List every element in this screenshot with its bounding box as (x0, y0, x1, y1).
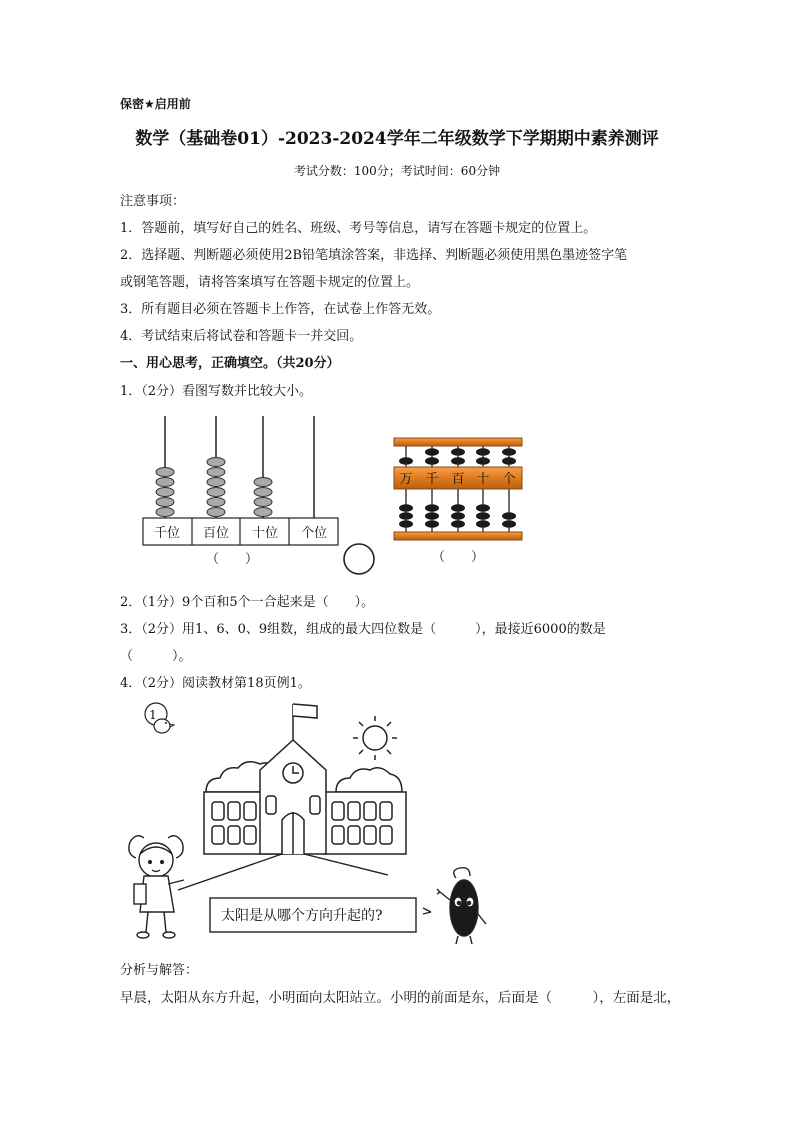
chick-icon (145, 703, 174, 733)
counting-frame-figure (140, 410, 350, 570)
question-3: 3．（2分）用1、6、0、9组数，组成的最大四位数是（ ），最接近6000的数是 (120, 622, 606, 637)
answer-blank: （ ） (205, 552, 259, 567)
speech-bubble-text: 太阳是从哪个方向升起的? (221, 908, 383, 924)
abacus-label: 万 (399, 472, 413, 487)
abacus-figure (392, 435, 524, 575)
girl-figure (129, 836, 184, 938)
note-item: 或钢笔答题，请将答案填写在答题卡规定的位置上。 (120, 275, 420, 290)
page-title: 数学（基础卷01）-2023-2024学年二年级数学下学期期中素养测评 (135, 129, 659, 149)
compare-circle[interactable] (342, 542, 376, 576)
note-item: 2．选择题、判断题必须使用2B铅笔填涂答案，非选择、判断题必须使用黑色墨迹签字笔 (120, 248, 628, 263)
abacus-label: 个 (502, 472, 516, 487)
analysis-text: 早晨，太阳从东方升起，小明面向太阳站立。小明的前面是东，后面是（ ），左面是北， (120, 990, 681, 1006)
abacus-label: 十 (476, 472, 490, 487)
confidential-label: 保密★启用前 (120, 97, 191, 111)
place-label: 十位 (251, 526, 279, 541)
answer-blank: （ ） (431, 550, 485, 565)
notes-heading: 注意事项： (120, 194, 186, 209)
abacus-label: 百 (451, 472, 465, 487)
svg-text:1: 1 (149, 708, 157, 722)
exam-info: 考试分数：100分；考试时间：60分钟 (293, 164, 501, 178)
question-2: 2．（1分）9个百和5个一合起来是（ ）。 (120, 595, 375, 610)
school-illustration (118, 700, 508, 950)
note-item: 3．所有题目必须在答题卡上作答，在试卷上作答无效。 (120, 302, 441, 317)
note-item: 1．答题前，填写好自己的姓名、班级、考号等信息，请写在答题卡规定的位置上。 (120, 221, 597, 236)
question-3-cont: （ ）。 (120, 649, 192, 664)
place-label: 个位 (300, 526, 328, 541)
question-1: 1．（2分）看图写数并比较大小。 (120, 384, 313, 399)
eggplant-character (423, 868, 486, 944)
section-heading: 一、用心思考，正确填空。（共20分） (120, 356, 340, 371)
abacus-label: 千 (425, 472, 439, 487)
sun-icon (353, 716, 397, 760)
place-label: 千位 (153, 526, 181, 541)
question-4: 4．（2分）阅读教材第18页例1。 (120, 676, 311, 691)
note-item: 4．考试结束后将试卷和答题卡一并交回。 (120, 329, 363, 344)
place-label: 百位 (202, 526, 230, 541)
analysis-heading: 分析与解答： (120, 963, 199, 978)
